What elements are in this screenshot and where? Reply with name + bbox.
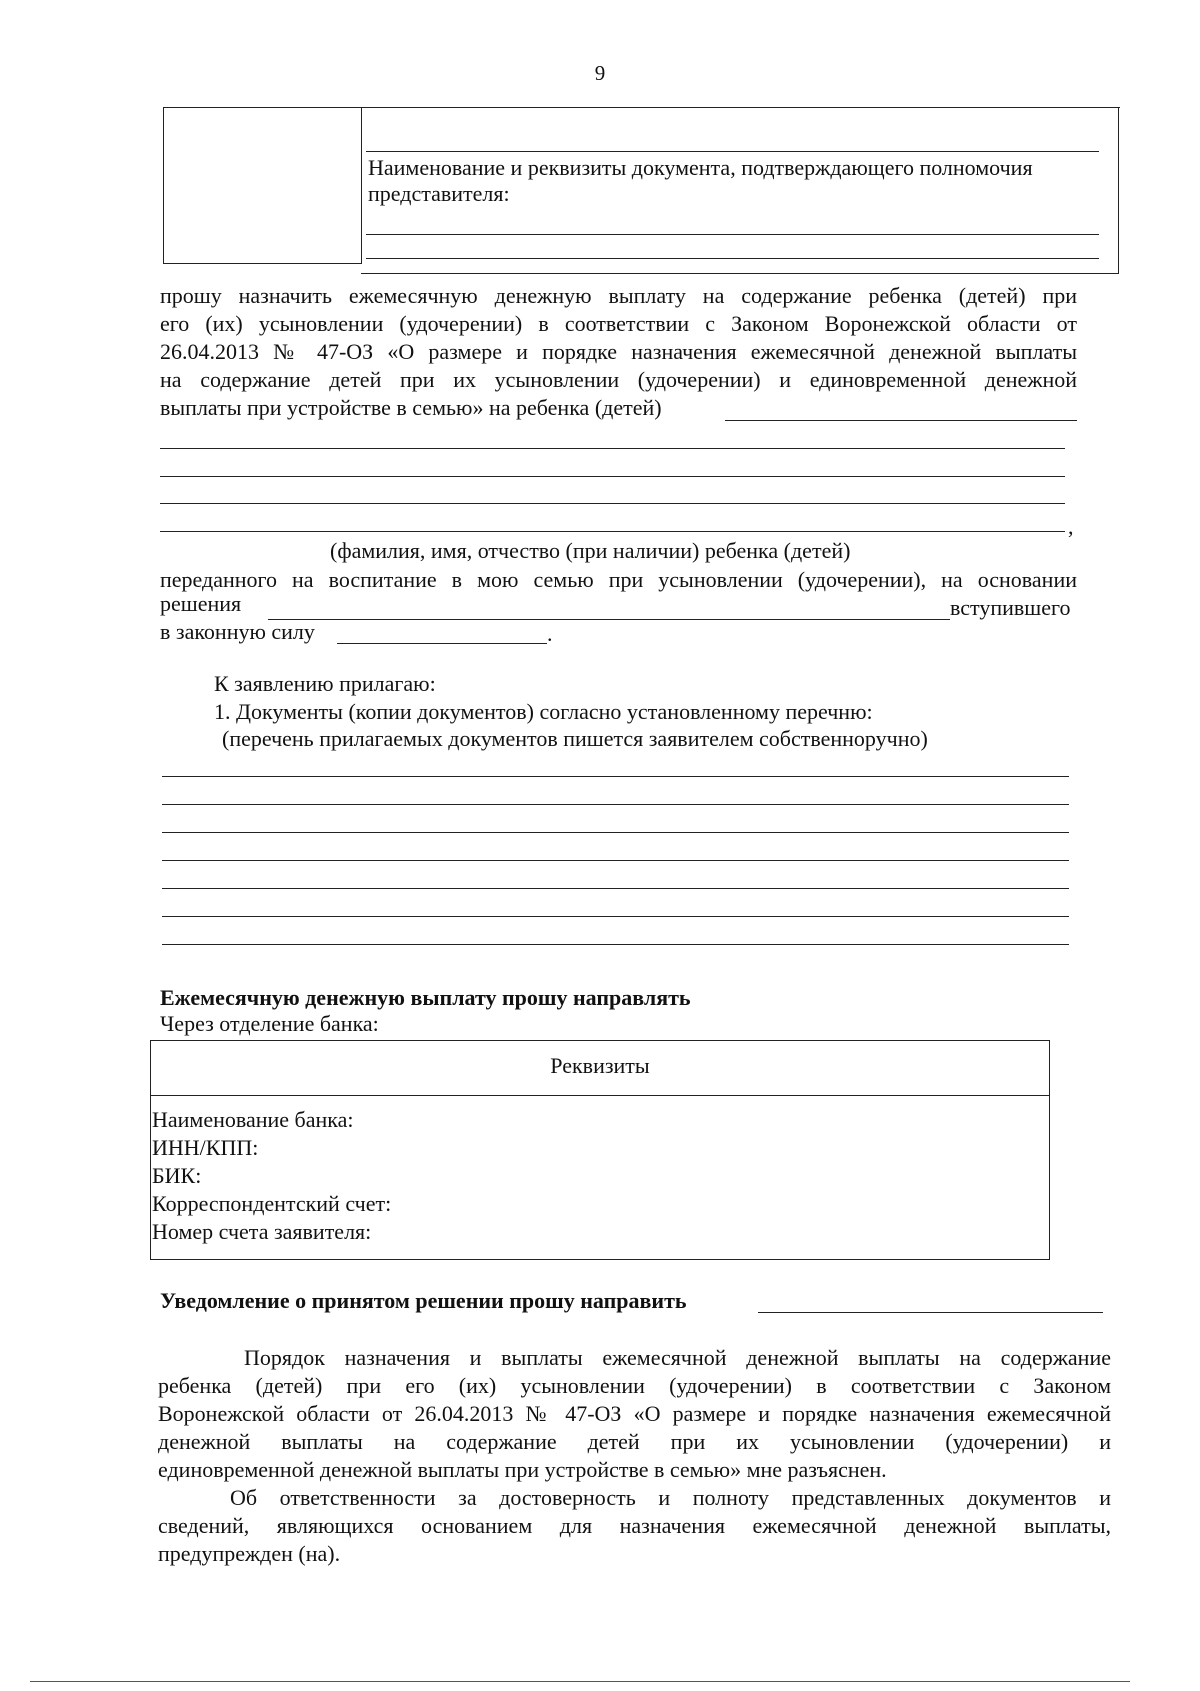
attachments-heading: К заявлению прилагаю: — [214, 671, 436, 696]
legal-force-date-blank[interactable] — [337, 643, 547, 644]
procedure-line-5: единовременной денежной выплаты при устройстве в семью» мне разъяснен. — [158, 1457, 887, 1482]
box-top-border — [163, 107, 1120, 108]
box-divider — [361, 107, 362, 264]
child-name-line-1[interactable] — [160, 448, 1065, 449]
child-name-comma: , — [1068, 514, 1074, 539]
document-blank-line-1[interactable] — [366, 234, 1099, 235]
box-right-border — [1118, 107, 1119, 274]
legal-force-label: в законную силу — [160, 619, 315, 644]
request-line-3: 26.04.2013 № 47-ОЗ «О размере и порядке назначения ежемесячной денежной выплаты — [160, 339, 1077, 364]
document-label-line1: Наименование и реквизиты документа, подтверждающего полномочия — [368, 155, 1033, 180]
procedure-line-4: денежной выплаты на содержание детей при их усыновлении (удочерении) и — [158, 1429, 1111, 1454]
notification-label: Уведомление о принятом решении прошу направить — [160, 1288, 687, 1313]
bik-field[interactable]: БИК: — [152, 1163, 202, 1188]
procedure-line-1: Порядок назначения и выплаты ежемесячной денежной выплаты на содержание — [244, 1345, 1111, 1370]
entered-label: вступившего — [950, 595, 1071, 620]
request-line-1: прошу назначить ежемесячную денежную выплату на содержание ребенка (детей) при — [160, 283, 1077, 308]
inn-kpp-field[interactable]: ИНН/КПП: — [152, 1135, 259, 1160]
document-label-line2: представителя: — [368, 181, 510, 206]
box-left-border — [163, 107, 164, 264]
attachment-line-7[interactable] — [162, 944, 1069, 945]
decision-label: решения — [160, 591, 242, 616]
attachment-line-3[interactable] — [162, 832, 1069, 833]
legal-force-period: . — [547, 621, 553, 646]
child-name-line-2[interactable] — [160, 476, 1065, 477]
child-name-caption: (фамилия, имя, отчество (при наличии) ребенка (детей) — [330, 538, 851, 563]
attachments-note: (перечень прилагаемых документов пишется заявителем собственноручно) — [222, 726, 928, 751]
attachment-line-5[interactable] — [162, 888, 1069, 889]
page-number: 9 — [594, 61, 606, 85]
bank-details-divider — [150, 1095, 1050, 1096]
via-bank-label: Через отделение банка: — [160, 1011, 379, 1036]
procedure-line-3: Воронежской области от 26.04.2013 № 47-ОЗ «О размере и порядке назначения ежемесячной — [158, 1401, 1111, 1426]
box-bottom-left-border — [163, 263, 361, 264]
document-blank-line-2[interactable] — [366, 258, 1099, 259]
applicant-account-field[interactable]: Номер счета заявителя: — [152, 1219, 372, 1244]
request-line-5: выплаты при устройстве в семью» на ребенка (детей) — [160, 395, 662, 420]
attachments-item-1: 1. Документы (копии документов) согласно установленному перечню: — [214, 699, 873, 724]
responsibility-line-1: Об ответственности за достоверность и полноту представленных документов и — [230, 1485, 1111, 1510]
child-name-inline-blank[interactable] — [725, 420, 1077, 421]
attachment-line-4[interactable] — [162, 860, 1069, 861]
notification-method-blank[interactable] — [758, 1312, 1103, 1313]
child-name-line-4[interactable] — [160, 531, 1065, 532]
bank-name-field[interactable]: Наименование банка: — [152, 1107, 354, 1132]
bank-details-title: Реквизиты — [550, 1053, 650, 1078]
child-name-line-3[interactable] — [160, 503, 1065, 504]
attachment-line-6[interactable] — [162, 916, 1069, 917]
representative-blank-line[interactable] — [366, 151, 1099, 152]
attachment-line-2[interactable] — [162, 804, 1069, 805]
attachment-line-1[interactable] — [162, 776, 1069, 777]
correspondent-account-field[interactable]: Корреспондентский счет: — [152, 1191, 392, 1216]
transfer-line: переданного на воспитание в мою семью при усыновлении (удочерении), на основании — [160, 567, 1077, 592]
decision-blank[interactable] — [268, 619, 950, 620]
payment-heading: Ежемесячную денежную выплату прошу направлять — [160, 985, 691, 1010]
procedure-line-2: ребенка (детей) при его (их) усыновлении (удочерении) в соответствии с Законом — [158, 1373, 1111, 1398]
responsibility-line-2: сведений, являющихся основанием для назначения ежемесячной денежной выплаты, — [158, 1513, 1111, 1538]
responsibility-line-3: предупрежден (на). — [158, 1541, 341, 1566]
request-line-2: его (их) усыновлении (удочерении) в соответствии с Законом Воронежской области от — [160, 311, 1077, 336]
request-line-4: на содержание детей при их усыновлении (удочерении) и единовременной денежной — [160, 367, 1077, 392]
box-bottom-right-border — [361, 273, 1119, 274]
page-bottom-rule — [30, 1681, 1130, 1682]
